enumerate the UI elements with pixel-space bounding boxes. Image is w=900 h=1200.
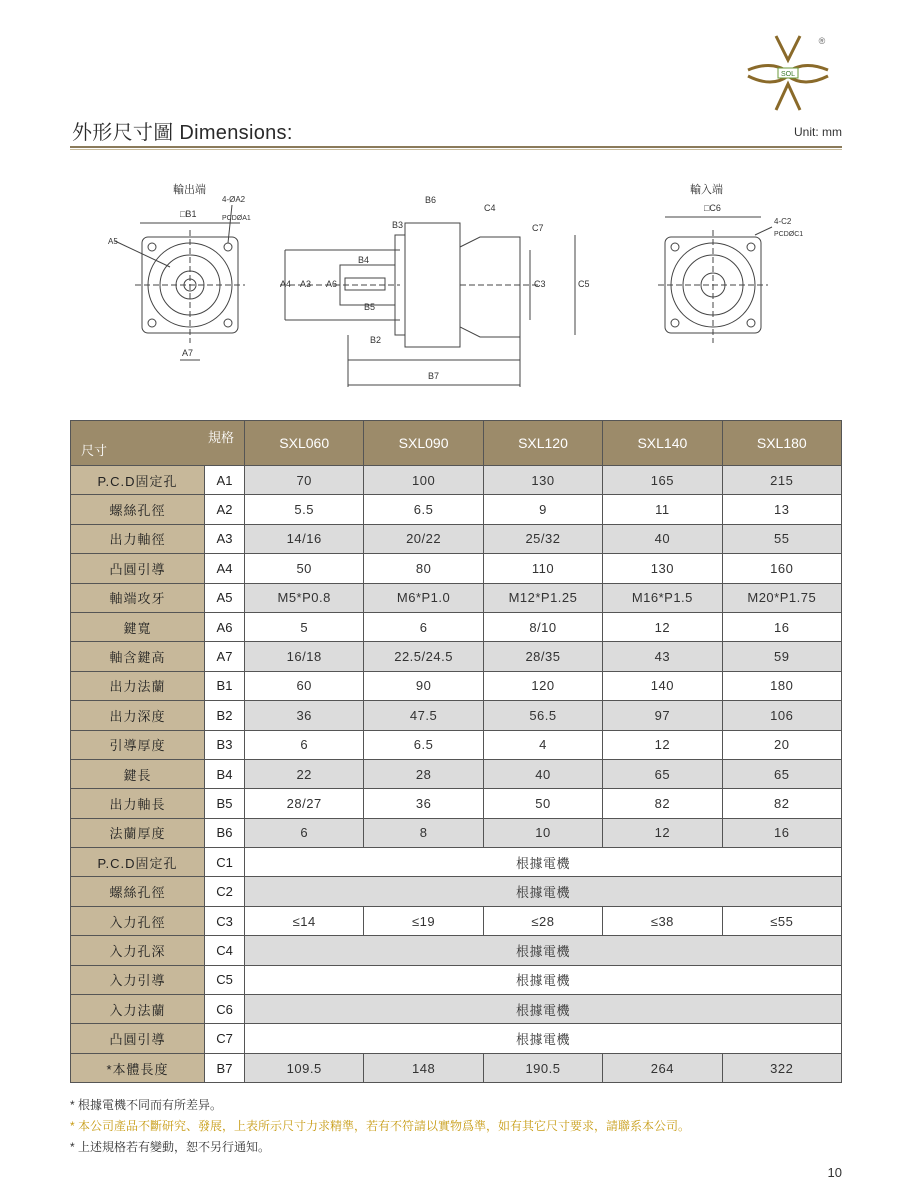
- dim-c7: C7: [532, 223, 544, 233]
- row-label: 入力引導: [71, 965, 205, 994]
- table-cell: ≤28: [483, 906, 602, 935]
- table-row: [71, 671, 842, 700]
- table-cell: 12: [603, 612, 722, 641]
- table-cell: 12: [603, 818, 722, 847]
- table-header-row: [71, 421, 842, 466]
- row-code: A3: [205, 524, 245, 553]
- table-cell: M12*P1.25: [483, 583, 602, 612]
- row-code: A2: [205, 495, 245, 524]
- dim-b2: B2: [370, 335, 382, 345]
- table-cell: 28/27: [245, 789, 364, 818]
- table-cell: 47.5: [364, 701, 483, 730]
- registered-mark: ®: [818, 36, 826, 46]
- merged-cell: 根據電機: [245, 995, 842, 1024]
- page-title: 外形尺寸圖 Dimensions:: [72, 122, 293, 144]
- row-code: C1: [205, 848, 245, 877]
- row-label: 出力軸徑: [71, 524, 205, 553]
- table-row: [71, 965, 842, 994]
- dim-pcd-a1: PCDØA1: [222, 215, 251, 222]
- table-cell: 140: [603, 671, 722, 700]
- merged-cell: 根據電機: [245, 877, 842, 906]
- row-code: C4: [205, 936, 245, 965]
- table-cell: 28: [364, 759, 483, 788]
- table-cell: 190.5: [483, 1053, 602, 1082]
- row-label: 法蘭厚度: [71, 818, 205, 847]
- table-cell: 16/18: [245, 642, 364, 671]
- unit-label: Unit: mm: [794, 125, 842, 139]
- table-cell: ≤55: [722, 906, 841, 935]
- table-cell: 8: [364, 818, 483, 847]
- row-label: 出力軸長: [71, 789, 205, 818]
- model-header: SXL060: [245, 421, 364, 466]
- dim-c4: C4: [484, 203, 496, 213]
- table-cell: ≤14: [245, 906, 364, 935]
- dim-four-a2: 4-ØA2: [222, 195, 246, 204]
- table-row: [71, 906, 842, 935]
- table-cell: 4: [483, 730, 602, 759]
- row-code: C6: [205, 995, 245, 1024]
- table-row: [71, 524, 842, 553]
- dim-c3: C3: [534, 279, 546, 289]
- row-label: 出力法蘭: [71, 671, 205, 700]
- table-cell: 106: [722, 701, 841, 730]
- table-row: [71, 759, 842, 788]
- model-header: SXL180: [722, 421, 841, 466]
- table-cell: 50: [245, 554, 364, 583]
- row-code: A7: [205, 642, 245, 671]
- table-cell: 9: [483, 495, 602, 524]
- row-label: P.C.D固定孔: [71, 466, 205, 495]
- row-label: 軸含鍵高: [71, 642, 205, 671]
- dim-four-c2: 4-C2: [774, 217, 792, 226]
- dim-b3: B3: [392, 220, 404, 230]
- footnote-1: * 根據電機不同而有所差异。: [70, 1098, 223, 1112]
- footnotes: [70, 1095, 690, 1158]
- row-label: P.C.D固定孔: [71, 848, 205, 877]
- row-code: C5: [205, 965, 245, 994]
- table-cell: 40: [483, 759, 602, 788]
- table-cell: M16*P1.5: [603, 583, 722, 612]
- table-cell: 36: [364, 789, 483, 818]
- table-cell: 6: [364, 612, 483, 641]
- table-cell: 109.5: [245, 1053, 364, 1082]
- table-cell: 82: [603, 789, 722, 818]
- dim-b1: □B1: [180, 209, 197, 219]
- table-cell: 130: [483, 466, 602, 495]
- dimension-table: [70, 420, 842, 1083]
- table-row: [71, 936, 842, 965]
- table-cell: 215: [722, 466, 841, 495]
- table-cell: 60: [245, 671, 364, 700]
- model-header: SXL090: [364, 421, 483, 466]
- table-cell: 11: [603, 495, 722, 524]
- table-cell: 20/22: [364, 524, 483, 553]
- logo-text: SOL: [780, 71, 796, 78]
- table-cell: ≤19: [364, 906, 483, 935]
- table-cell: 43: [603, 642, 722, 671]
- table-cell: 8/10: [483, 612, 602, 641]
- table-cell: 13: [722, 495, 841, 524]
- table-cell: M5*P0.8: [245, 583, 364, 612]
- table-cell: 100: [364, 466, 483, 495]
- table-cell: 12: [603, 730, 722, 759]
- table-row: [71, 554, 842, 583]
- table-cell: 5.5: [245, 495, 364, 524]
- row-code: B1: [205, 671, 245, 700]
- row-label: 出力深度: [71, 701, 205, 730]
- table-cell: 40: [603, 524, 722, 553]
- table-cell: 120: [483, 671, 602, 700]
- dim-a5: A5: [108, 237, 118, 246]
- table-cell: 165: [603, 466, 722, 495]
- row-label: 軸端攻牙: [71, 583, 205, 612]
- table-cell: 5: [245, 612, 364, 641]
- table-cell: 55: [722, 524, 841, 553]
- table-cell: 90: [364, 671, 483, 700]
- table-cell: 16: [722, 818, 841, 847]
- table-row: [71, 995, 842, 1024]
- table-cell: 25/32: [483, 524, 602, 553]
- merged-cell: 根據電機: [245, 848, 842, 877]
- dim-c6: □C6: [704, 203, 721, 213]
- table-cell: 65: [722, 759, 841, 788]
- table-row: [71, 642, 842, 671]
- dim-b4: B4: [358, 255, 370, 265]
- table-cell: 264: [603, 1053, 722, 1082]
- dim-pcd-c1: PCDØC1: [774, 231, 804, 238]
- table-cell: 148: [364, 1053, 483, 1082]
- table-row: [71, 730, 842, 759]
- table-cell: 110: [483, 554, 602, 583]
- dim-a6: A6: [326, 279, 338, 289]
- table-cell: 59: [722, 642, 841, 671]
- table-row: [71, 466, 842, 495]
- table-row: [71, 701, 842, 730]
- row-code: C2: [205, 877, 245, 906]
- sol-logo: [742, 30, 834, 114]
- row-label: 螺絲孔徑: [71, 495, 205, 524]
- table-cell: 6.5: [364, 730, 483, 759]
- row-label: 螺絲孔徑: [71, 877, 205, 906]
- row-code: C7: [205, 1024, 245, 1053]
- merged-cell: 根據電機: [245, 965, 842, 994]
- table-cell: ≤38: [603, 906, 722, 935]
- table-cell: 36: [245, 701, 364, 730]
- table-cell: 6: [245, 730, 364, 759]
- row-code: A4: [205, 554, 245, 583]
- table-row: [71, 612, 842, 641]
- table-cell: 80: [364, 554, 483, 583]
- row-label: 鍵長: [71, 759, 205, 788]
- table-row: [71, 1024, 842, 1053]
- row-label: 入力法蘭: [71, 995, 205, 1024]
- row-code: B7: [205, 1053, 245, 1082]
- table-cell: 50: [483, 789, 602, 818]
- dim-a4: A4: [280, 279, 292, 289]
- table-cell: M6*P1.0: [364, 583, 483, 612]
- table-corner-header: [71, 421, 245, 466]
- row-code: C3: [205, 906, 245, 935]
- row-code: A1: [205, 466, 245, 495]
- table-cell: 82: [722, 789, 841, 818]
- table-cell: 28/35: [483, 642, 602, 671]
- row-label: 鍵寬: [71, 612, 205, 641]
- merged-cell: 根據電機: [245, 936, 842, 965]
- footnote-2: * 本公司產品不斷研究、發展，上表所示尺寸力求精準，若有不符請以實物爲準，如有其它尺寸要求，請聯系本公司。: [70, 1119, 691, 1133]
- table-row: [71, 1053, 842, 1082]
- row-code: B5: [205, 789, 245, 818]
- row-label: 引導厚度: [71, 730, 205, 759]
- row-code: B3: [205, 730, 245, 759]
- output-side-label: 輸出端: [173, 184, 206, 196]
- table-cell: 130: [603, 554, 722, 583]
- table-cell: 160: [722, 554, 841, 583]
- model-header: SXL120: [483, 421, 602, 466]
- row-label: 凸圓引導: [71, 1024, 205, 1053]
- table-cell: 65: [603, 759, 722, 788]
- table-cell: 180: [722, 671, 841, 700]
- dim-b6: B6: [425, 195, 437, 205]
- table-row: [71, 818, 842, 847]
- row-code: B4: [205, 759, 245, 788]
- row-label: 凸圓引導: [71, 554, 205, 583]
- table-cell: 97: [603, 701, 722, 730]
- row-label: 入力孔徑: [71, 906, 205, 935]
- model-header: SXL140: [603, 421, 722, 466]
- input-side-label: 輸入端: [690, 184, 723, 196]
- corner-dim-label: 尺寸: [81, 443, 108, 458]
- dimension-drawings: [100, 175, 840, 400]
- table-cell: 6: [245, 818, 364, 847]
- table-cell: 10: [483, 818, 602, 847]
- row-label: 入力孔深: [71, 936, 205, 965]
- table-cell: 322: [722, 1053, 841, 1082]
- merged-cell: 根據電機: [245, 1024, 842, 1053]
- table-cell: 70: [245, 466, 364, 495]
- dim-a3: A3: [300, 279, 312, 289]
- table-body: [71, 466, 842, 1083]
- table-cell: 6.5: [364, 495, 483, 524]
- table-cell: 22: [245, 759, 364, 788]
- title-divider: [70, 146, 842, 148]
- table-cell: 20: [722, 730, 841, 759]
- table-cell: 14/16: [245, 524, 364, 553]
- table-cell: 16: [722, 612, 841, 641]
- table-row: [71, 877, 842, 906]
- drawing-svg: [100, 175, 840, 400]
- row-code: B2: [205, 701, 245, 730]
- corner-spec-label: 規格: [207, 430, 234, 445]
- table-row: [71, 848, 842, 877]
- table-row: [71, 495, 842, 524]
- row-code: A6: [205, 612, 245, 641]
- dim-a7: A7: [182, 348, 194, 358]
- table-cell: 56.5: [483, 701, 602, 730]
- dim-b7: B7: [428, 371, 440, 381]
- row-label: *本體長度: [71, 1053, 205, 1082]
- table-row: [71, 583, 842, 612]
- table-cell: 22.5/24.5: [364, 642, 483, 671]
- table-row: [71, 789, 842, 818]
- dim-b5: B5: [364, 302, 376, 312]
- title-divider-thin: [70, 149, 842, 150]
- page-number: 10: [827, 1165, 842, 1180]
- row-code: B6: [205, 818, 245, 847]
- dim-c5: C5: [578, 279, 590, 289]
- footnote-3: * 上述規格若有變動，恕不另行通知。: [70, 1140, 271, 1154]
- table-cell: M20*P1.75: [722, 583, 841, 612]
- row-code: A5: [205, 583, 245, 612]
